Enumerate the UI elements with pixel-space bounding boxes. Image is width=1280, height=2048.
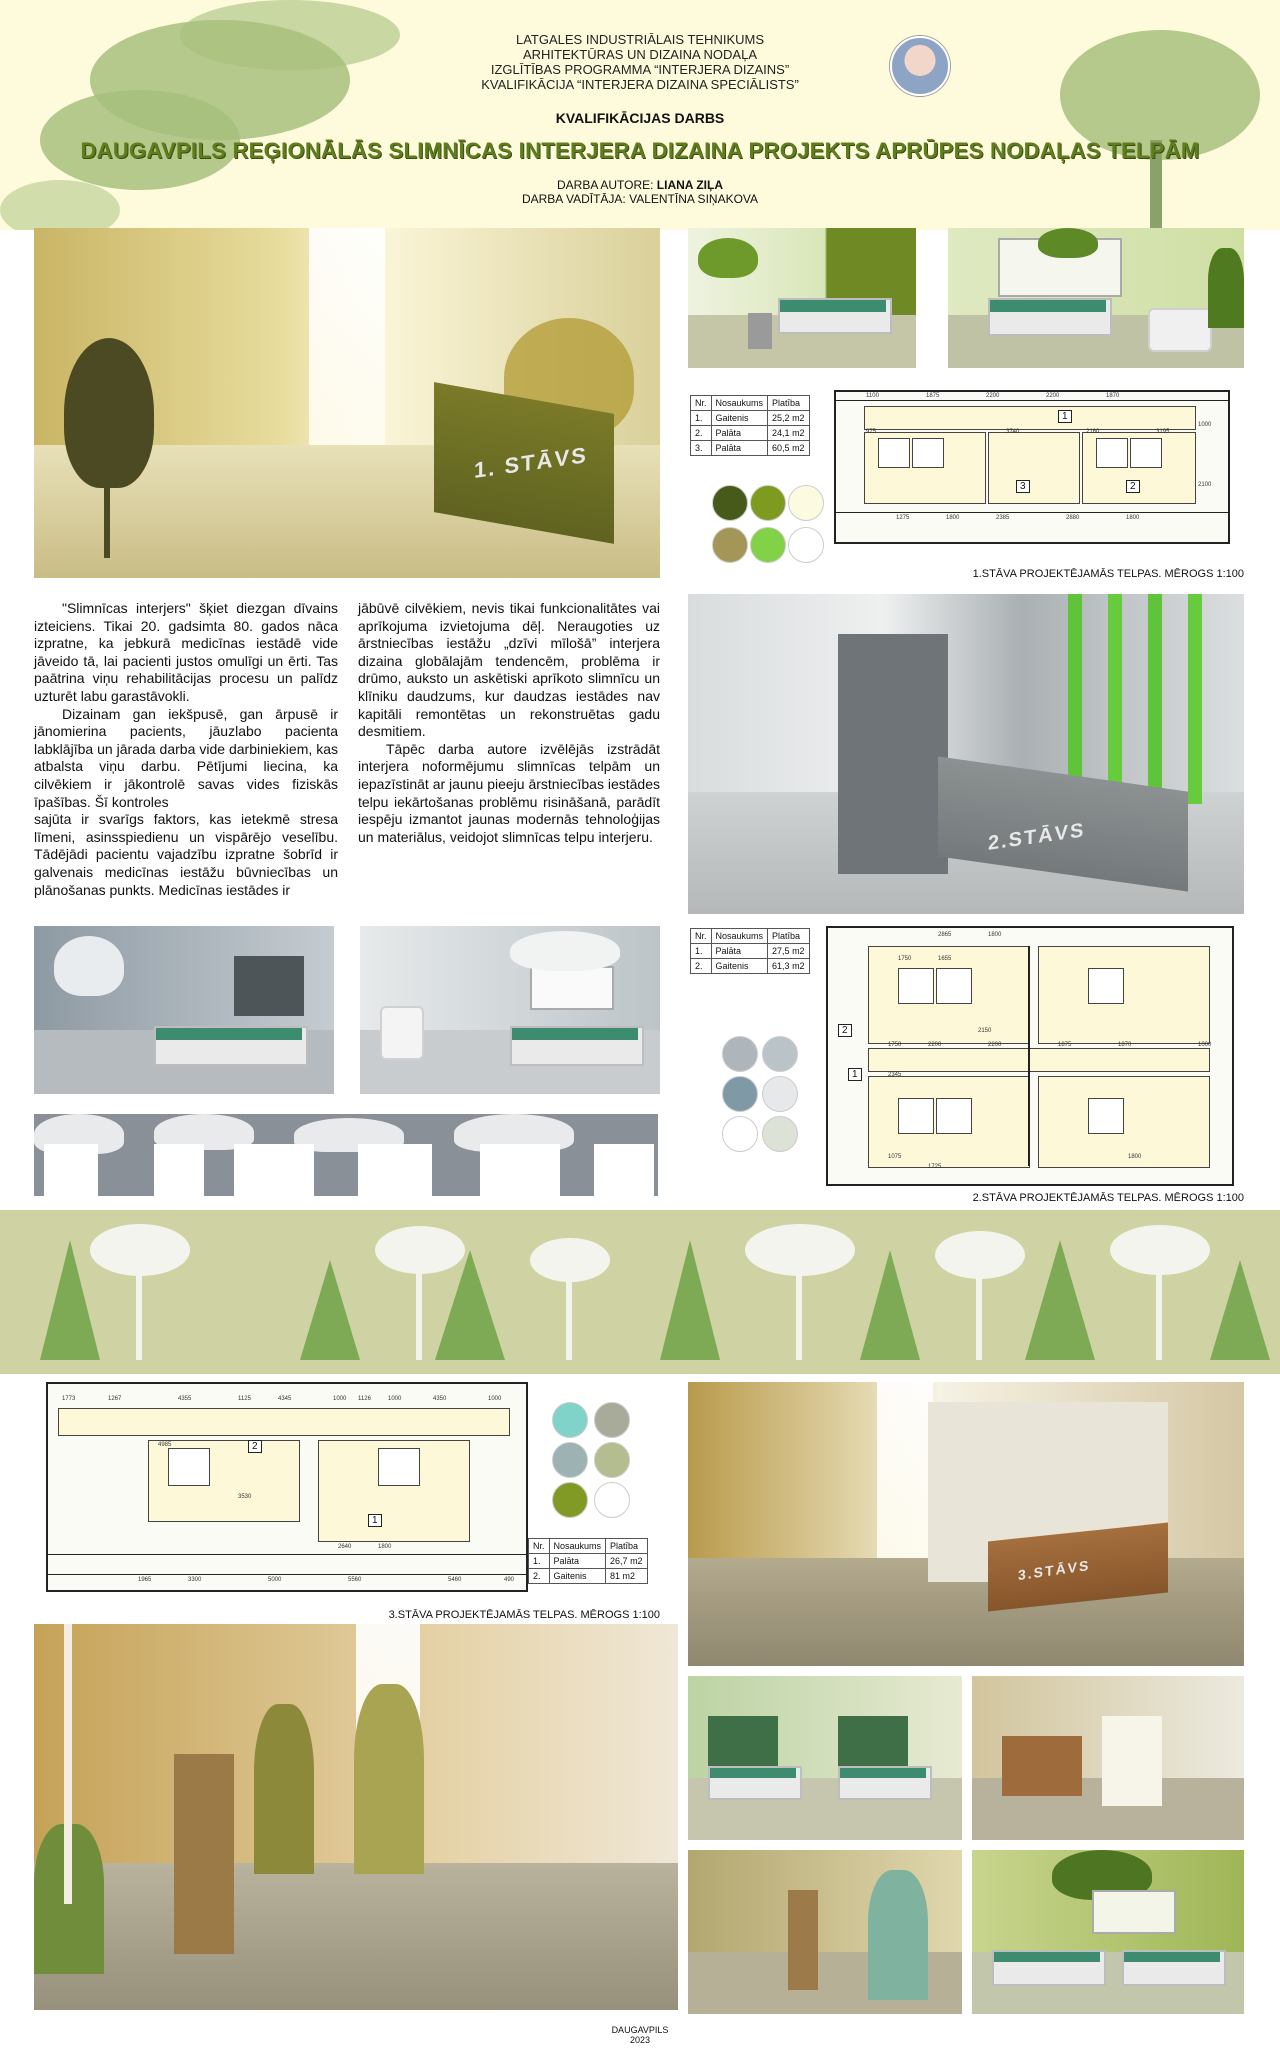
room-number: 3 xyxy=(1016,480,1030,493)
dimension-line xyxy=(836,400,1228,401)
text-column-2 xyxy=(358,600,660,846)
moss-column xyxy=(1148,594,1162,794)
table-cell: Gaitenis xyxy=(549,1569,606,1584)
dimension-label: 1870 xyxy=(1118,1042,1132,1048)
plan-bathroom xyxy=(1130,438,1162,468)
author-portrait xyxy=(890,36,950,96)
pine-mural xyxy=(254,1704,314,1874)
table-header: Nr. xyxy=(691,396,712,411)
table-cell: 60,5 m2 xyxy=(768,441,810,456)
color-swatch xyxy=(552,1482,588,1518)
table-cell: 2. xyxy=(691,426,712,441)
dimension-label: 1655 xyxy=(938,956,952,962)
table-cell: 24,1 m2 xyxy=(768,426,810,441)
moss-column xyxy=(1068,594,1082,794)
dimension-label: 3195 xyxy=(1156,429,1170,435)
bed-mattress xyxy=(994,1952,1100,1962)
dimension-label: 2150 xyxy=(978,1028,992,1034)
render-floor3-corridor xyxy=(688,1382,1244,1666)
bed-mattress xyxy=(710,1768,796,1778)
dimension-label: 2345 xyxy=(888,1072,902,1078)
color-swatch xyxy=(788,527,824,563)
work-type: KVALIFIKĀCIJAS DARBS xyxy=(555,110,725,126)
institution-line-4: KVALIFIKĀCIJA “INTERJERA DIZAINA SPECIĀLISTS” xyxy=(481,77,799,92)
dimension-label: 1000 xyxy=(1198,422,1212,428)
dimension-label: 2200 xyxy=(988,1042,1002,1048)
tree-trunk xyxy=(104,478,110,558)
render-floor3-ward-b xyxy=(972,1850,1244,2014)
paragraph: jābūvē cilvēkiem, nevis tikai funkcionalitātes vai aprīkojuma izvietojuma dēļ. Neraugoties uz ārstniecības iestāžu „dzīvi mīlošā” interjera dizaina globālajām tendencēm, problēma ir drūmo, auksto un askētiski aprīkoto slimnīcu un klīniku daudzums, kur daudzas iestādes nav kapitāli remontētas un rekonstruētas gadu desmitiem. xyxy=(358,600,660,740)
ward-window xyxy=(530,966,614,1010)
dimension-label: 1800 xyxy=(1126,515,1140,521)
plan-corridor xyxy=(864,406,1196,430)
dimension-label: 2200 xyxy=(928,1042,942,1048)
dimension-label: 1800 xyxy=(946,515,960,521)
dimension-label: 1000 xyxy=(488,1396,502,1402)
plan-bathroom xyxy=(168,1448,210,1486)
color-swatch xyxy=(722,1076,758,1112)
plan-room xyxy=(1038,946,1210,1044)
table-cell: 25,2 m2 xyxy=(768,411,810,426)
armchair xyxy=(380,1006,424,1060)
room-table-floor2 xyxy=(690,928,810,974)
table-header: Platība xyxy=(768,396,810,411)
table-cell: 2. xyxy=(691,959,712,974)
render-floor1-ward-b xyxy=(948,228,1244,368)
table-header: Platība xyxy=(768,929,810,944)
dimension-label: 2640 xyxy=(338,1544,352,1550)
supervisor-name: VALENTĪNA SIŅAKOVA xyxy=(629,192,759,206)
footer-year: 2023 xyxy=(629,2035,651,2045)
plan-room xyxy=(988,432,1080,504)
poster-footer xyxy=(0,2025,1280,2045)
tree-pattern-strip xyxy=(34,1114,658,1196)
table-header: Nosaukums xyxy=(711,929,768,944)
color-swatch xyxy=(762,1076,798,1112)
plan-bathroom xyxy=(1088,968,1124,1004)
color-swatch xyxy=(762,1036,798,1072)
institution-line-1: LATGALES INDUSTRIĀLAIS TEHNIKUMS xyxy=(515,32,765,47)
bed-mattress xyxy=(1124,1952,1220,1962)
color-swatch xyxy=(722,1116,758,1152)
plan-bathroom xyxy=(878,438,910,468)
plan-wall xyxy=(1028,946,1030,1166)
table-row xyxy=(529,1569,648,1584)
color-swatch xyxy=(594,1482,630,1518)
plan-bathroom xyxy=(912,438,944,468)
table-row xyxy=(691,959,810,974)
color-swatch xyxy=(594,1442,630,1478)
dimension-label: 1750 xyxy=(898,956,912,962)
color-swatch xyxy=(552,1442,588,1478)
table-header: Nosaukums xyxy=(711,396,768,411)
color-swatch xyxy=(750,485,786,521)
pine-tree-group xyxy=(40,1240,1270,1360)
moss-column xyxy=(1108,594,1122,804)
room-number: 1 xyxy=(368,1514,382,1527)
plan-bathroom xyxy=(378,1448,420,1486)
color-swatch xyxy=(712,527,748,563)
plant-mural xyxy=(1208,248,1244,328)
institution-line-2: ARHITEKTŪRAS UN DIZAINA NODAĻA xyxy=(522,47,758,62)
render-floor2-corridor xyxy=(688,594,1244,914)
table-cell: 3. xyxy=(691,441,712,456)
author-name: LIANA ZIĻA xyxy=(656,178,724,192)
headboard-panel xyxy=(234,956,304,1016)
dimension-line xyxy=(48,1554,526,1555)
moss-column xyxy=(1188,594,1202,804)
author-label: DARBA AUTORE: xyxy=(556,178,657,192)
room-number: 1 xyxy=(1058,410,1072,423)
dimension-label: 2200 xyxy=(1046,393,1060,399)
floor-plan-2 xyxy=(826,926,1234,1186)
table-row xyxy=(691,411,810,426)
reception-sign: 2.STĀVS xyxy=(988,819,1086,855)
dimension-label: 1275 xyxy=(896,515,910,521)
paragraph: Dizainam gan iekšpusē, gan ārpusē ir jānomierina pacients, jāuzlabo pacienta labklājība un jārada darba vide darbiniekiem, kas atbalsta viņu darbu. Pētījumi liecina, ka cilvēkiem ir jākontrolē savas vides fiziskās īpašības. Šī kontroles xyxy=(34,705,338,810)
color-swatch xyxy=(594,1402,630,1438)
table-header-row xyxy=(691,396,810,411)
dimension-label: 1800 xyxy=(988,932,1002,938)
corridor-opening xyxy=(1102,1716,1162,1806)
dimension-label: 975 xyxy=(866,429,877,435)
dimension-label: 3740 xyxy=(1006,429,1020,435)
table-cell: Palāta xyxy=(711,426,768,441)
dimension-label: 1000 xyxy=(1198,1042,1212,1048)
dimension-label: 4985 xyxy=(158,1442,172,1448)
bed-mattress xyxy=(840,1768,926,1778)
dimension-label: 2160 xyxy=(1086,429,1100,435)
dimension-line xyxy=(836,512,1228,513)
forest-decor-band xyxy=(0,1210,1280,1374)
dimension-label: 1875 xyxy=(1058,1042,1072,1048)
dimension-label: 1126 xyxy=(358,1396,371,1402)
strip-window xyxy=(44,1144,98,1196)
paragraph: "Slimnīcas interjers" šķiet diezgan dīvains izteiciens. Tikai 20. gadsimta 80. gados nāca izpratne, ka jebkurā medicīnas iestādē vide jāveido tā, lai pacienti justos omulīgi un ērti. Tas paātrina viņu rehabilitācijas procesu un palīdz uzturēt labu garastāvokli. xyxy=(34,600,338,704)
author-line xyxy=(0,178,1280,192)
strip-window xyxy=(154,1144,204,1196)
bed-mattress xyxy=(780,300,886,312)
plan-bathroom xyxy=(898,1098,934,1134)
institution-line-3: IZGLĪTĪBAS PROGRAMMA “INTERJERA DIZAINS” xyxy=(490,62,790,77)
plan-bathroom xyxy=(1096,438,1128,468)
color-swatch xyxy=(788,485,824,521)
text-column-1 xyxy=(34,600,338,899)
plan-corridor xyxy=(868,1048,1210,1072)
armchair xyxy=(1148,308,1212,352)
table-row xyxy=(691,944,810,959)
floor3-caption: 3.STĀVA PROJEKTĒJAMĀS TELPAS. MĒROGS 1:100 xyxy=(388,1609,660,1621)
dimension-label: 2880 xyxy=(1066,515,1080,521)
dimension-line xyxy=(48,1574,526,1575)
bed-mattress xyxy=(512,1028,638,1040)
dimension-label: 5000 xyxy=(268,1577,282,1583)
strip-window xyxy=(480,1144,560,1196)
dimension-label: 4345 xyxy=(278,1396,292,1402)
strip-window xyxy=(358,1144,432,1196)
strip-window xyxy=(594,1144,654,1196)
floor1-caption: 1.STĀVA PROJEKTĒJAMĀS TELPAS. MĒROGS 1:100 xyxy=(972,568,1244,580)
dimension-label: 1965 xyxy=(138,1577,152,1583)
plan-corridor xyxy=(58,1408,510,1436)
table-cell: 2. xyxy=(529,1569,550,1584)
floor2-caption: 2.STĀVA PROJEKTĒJAMĀS TELPAS. MĒROGS 1:100 xyxy=(972,1192,1244,1204)
room-number: 2 xyxy=(838,1024,852,1037)
room-number: 1 xyxy=(848,1068,862,1081)
dimension-label: 2865 xyxy=(938,932,952,938)
tree-mural xyxy=(698,238,758,278)
dimension-label: 1773 xyxy=(62,1396,76,1402)
headboard-panel xyxy=(708,1716,778,1766)
table-cell: 1. xyxy=(691,944,712,959)
pine-mural xyxy=(354,1684,424,1874)
forest-illustration xyxy=(0,1210,1280,1374)
dimension-label: 3300 xyxy=(188,1577,202,1583)
render-floor3-corridor-b xyxy=(688,1850,962,2014)
dimension-label: 490 xyxy=(504,1577,515,1583)
plan-room xyxy=(1038,1076,1210,1168)
room-number: 2 xyxy=(248,1440,262,1453)
table-cell: Palāta xyxy=(711,944,768,959)
room-number: 2 xyxy=(1126,480,1140,493)
room-table-floor3 xyxy=(528,1538,648,1584)
dimension-label: 1075 xyxy=(888,1154,902,1160)
reception-desk xyxy=(1002,1736,1082,1796)
table-cell: 81 m2 xyxy=(606,1569,648,1584)
dimension-label: 1725 xyxy=(928,1164,942,1170)
tree-mural xyxy=(54,936,124,996)
render-floor2-ward-b xyxy=(360,926,660,1094)
paragraph: sajūta ir svarīgs faktors, kas ietekmē stresa līmeni, asinsspiedienu un vispārējo veselību. Tādējādi pacientu vajadzību izpratne šobrīd ir galvenais medicīnas iestāžu būvniecības un plānošanas punkts. Medicīnas iestādes ir xyxy=(34,811,338,898)
table-row xyxy=(529,1554,648,1569)
table-header-row xyxy=(529,1539,648,1554)
render-floor3-ward-a xyxy=(688,1676,962,1840)
table-row xyxy=(691,441,810,456)
bed-mattress xyxy=(156,1028,302,1040)
dimension-label: 3530 xyxy=(238,1494,252,1500)
room-table-floor1 xyxy=(690,395,810,456)
table-cell: 1. xyxy=(691,411,712,426)
tree-silhouette xyxy=(64,338,154,488)
table-cell: 1. xyxy=(529,1554,550,1569)
plan-bathroom xyxy=(936,1098,972,1134)
plan-bathroom xyxy=(898,968,934,1004)
table-row xyxy=(691,426,810,441)
strip-window xyxy=(234,1144,314,1196)
floor-plan-1 xyxy=(834,390,1230,544)
dimension-label: 1267 xyxy=(108,1396,122,1402)
table-header-row xyxy=(691,929,810,944)
bedside-table xyxy=(748,313,772,349)
pine-mural xyxy=(868,1870,928,2000)
color-swatch xyxy=(750,527,786,563)
dimension-label: 1875 xyxy=(926,393,940,399)
dimension-label: 2385 xyxy=(996,515,1010,521)
render-floor1-ward-a xyxy=(688,228,916,368)
render-floor2-ward-a xyxy=(34,926,334,1094)
footer-city: DAUGAVPILS xyxy=(611,2025,669,2035)
reception-sign: 3.STĀVS xyxy=(1018,1556,1091,1584)
dimension-label: 2100 xyxy=(1198,482,1212,488)
color-swatch xyxy=(552,1402,588,1438)
grey-wall-panel xyxy=(838,634,948,874)
birch-trunk xyxy=(64,1624,72,1904)
render-floor3-forest-corridor xyxy=(34,1624,678,2010)
dimension-label: 1800 xyxy=(1128,1154,1142,1160)
render-floor1-corridor xyxy=(34,228,660,578)
dimension-label: 5560 xyxy=(348,1577,362,1583)
table-cell: 26,7 m2 xyxy=(606,1554,648,1569)
table-cell: Gaitenis xyxy=(711,959,768,974)
color-swatch xyxy=(762,1116,798,1152)
plan-bathroom xyxy=(936,968,972,1004)
poster-title: DAUGAVPILS REĢIONĀLĀS SLIMNĪCAS INTERJERA DIZAINA PROJEKTS APRŪPES NODAĻAS TELPĀM xyxy=(80,138,1200,163)
dimension-label: 4355 xyxy=(178,1396,192,1402)
color-swatch xyxy=(712,485,748,521)
supervisor-label: DARBA VADĪTĀJA: xyxy=(521,192,630,206)
table-header: Nr. xyxy=(691,929,712,944)
floor-plan-3 xyxy=(46,1382,528,1592)
render-floor3-reception xyxy=(972,1676,1244,1840)
table-header: Nosaukums xyxy=(549,1539,606,1554)
dimension-label: 1870 xyxy=(1106,393,1120,399)
headboard-panel xyxy=(838,1716,908,1766)
poster-header xyxy=(0,0,1280,230)
wooden-door xyxy=(788,1890,818,1990)
wooden-door xyxy=(174,1754,234,1954)
reception-sign: 1. STĀVS xyxy=(474,442,588,483)
dimension-label: 1750 xyxy=(888,1042,902,1048)
tree-mural xyxy=(510,931,620,971)
paragraph: Tāpēc darba autore izvēlējās izstrādāt interjera noformējumu slimnīcas telpām un iepazīstināt ar jaunu pieeju ārstniecības iestādes telpu iekārtošanas problēmu risināšanā, parādīt iespēju izmantot jaunas modernās tehnoloģijas un materiālus, veidojot slimnīcas telpu interjeru. xyxy=(358,740,660,845)
table-cell: Palāta xyxy=(711,441,768,456)
dimension-label: 1800 xyxy=(378,1544,392,1550)
table-header: Platība xyxy=(606,1539,648,1554)
plan-bathroom xyxy=(1088,1098,1124,1134)
color-swatch xyxy=(722,1036,758,1072)
table-cell: Palāta xyxy=(549,1554,606,1569)
table-header: Nr. xyxy=(529,1539,550,1554)
dimension-label: 1000 xyxy=(333,1396,347,1402)
bed-mattress xyxy=(990,300,1106,312)
render-floor xyxy=(34,1863,678,2010)
dimension-label: 4350 xyxy=(433,1396,447,1402)
ward-window xyxy=(1092,1890,1176,1934)
tree-mural xyxy=(1038,228,1098,258)
supervisor-line xyxy=(0,192,1280,206)
dimension-label: 2200 xyxy=(986,393,1000,399)
dimension-label: 1000 xyxy=(388,1396,402,1402)
dimension-label: 1100 xyxy=(866,393,879,399)
table-cell: 61,3 m2 xyxy=(768,959,810,974)
dimension-label: 5460 xyxy=(448,1577,462,1583)
table-cell: 27,5 m2 xyxy=(768,944,810,959)
table-cell: Gaitenis xyxy=(711,411,768,426)
dimension-label: 1125 xyxy=(238,1396,251,1402)
